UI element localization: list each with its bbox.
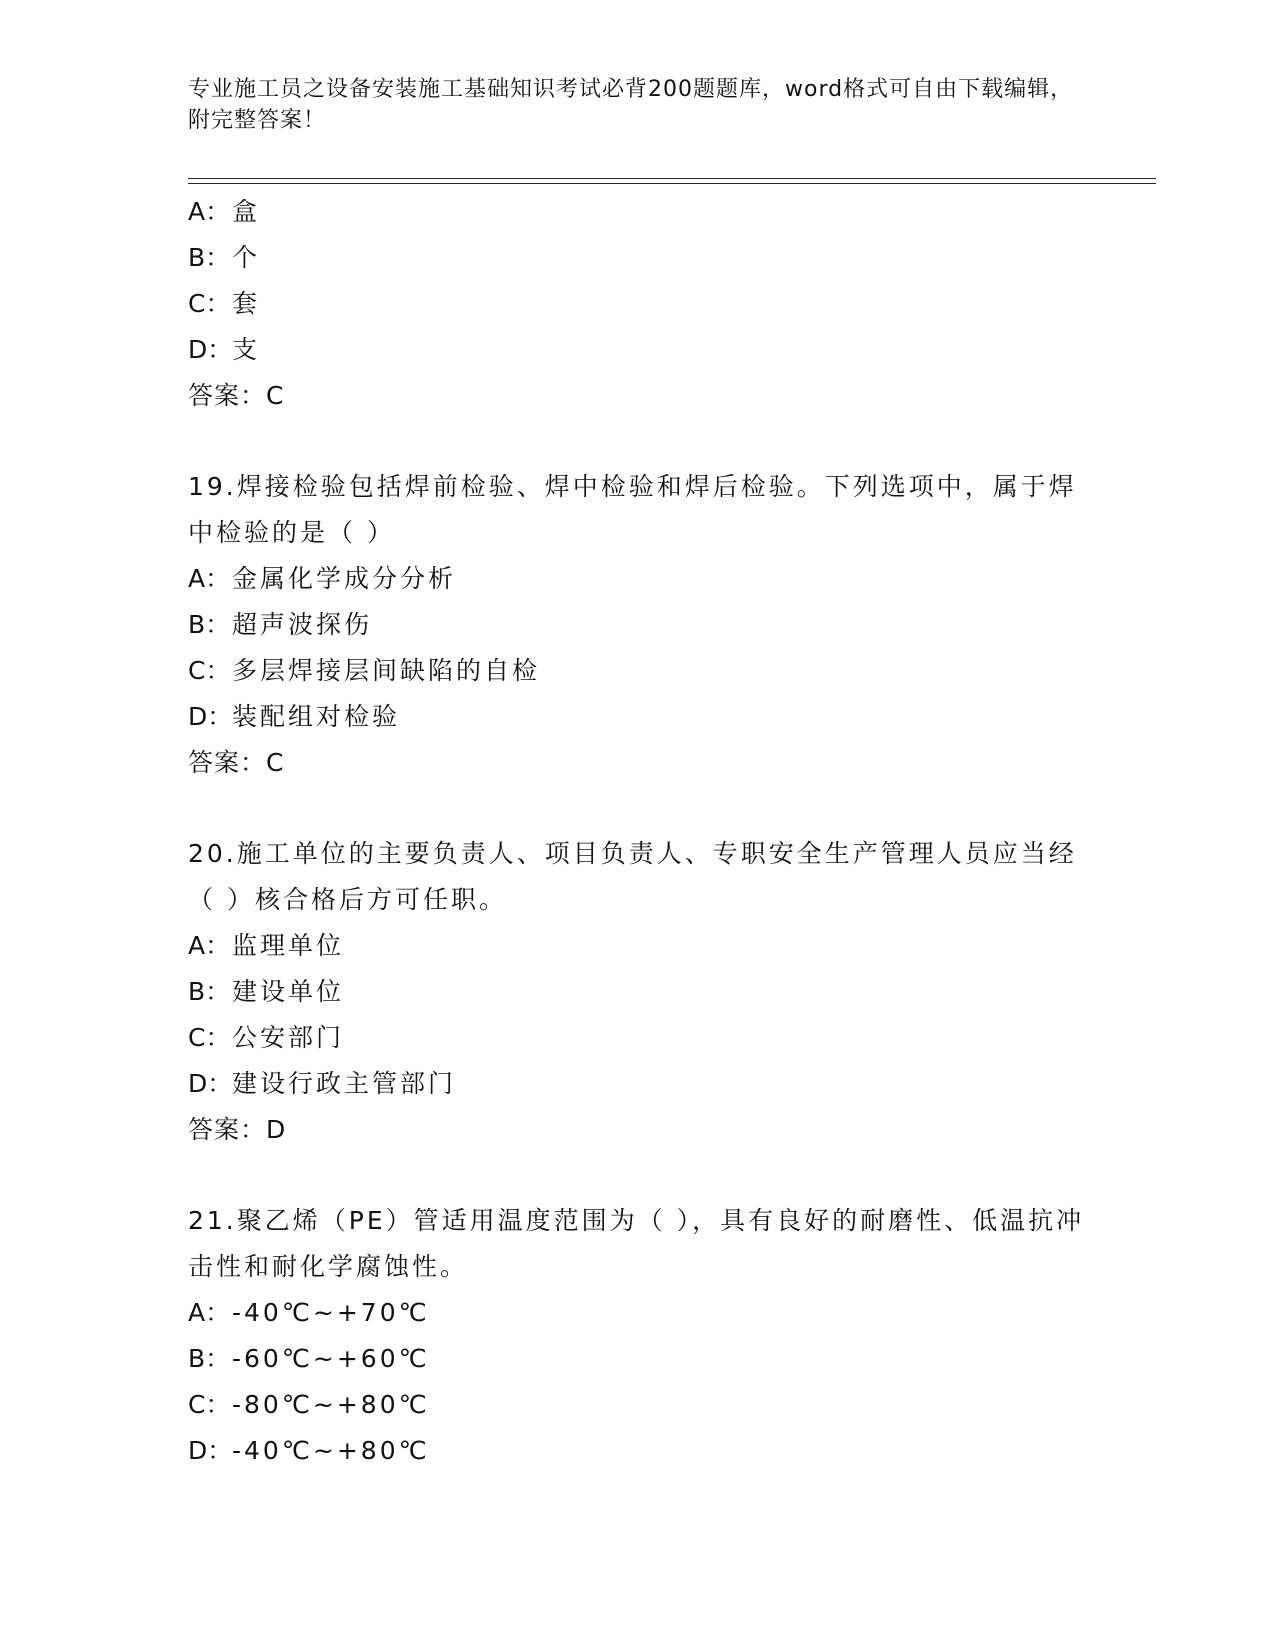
question-18: [188, 189, 1088, 419]
option-text: 套: [232, 289, 261, 318]
option-letter: D：: [188, 1069, 233, 1098]
option-letter: C：: [188, 289, 231, 318]
option-a: [188, 556, 1088, 602]
header-divider-bottom: [188, 183, 1156, 184]
option-letter: A：: [188, 1298, 231, 1327]
option-text: -80℃~+80℃: [232, 1390, 430, 1419]
option-letter: C：: [188, 1023, 231, 1052]
option-text: 装配组对检验: [232, 702, 401, 731]
option-letter: A：: [188, 197, 231, 226]
option-d: [188, 694, 1088, 740]
answer-line: 答案：D: [188, 1115, 287, 1144]
option-letter: B：: [188, 1344, 231, 1373]
option-text: 公安部门: [232, 1023, 345, 1052]
option-letter: D：: [188, 335, 233, 364]
option-d: [188, 1061, 1088, 1107]
document-header: 专业施工员之设备安装施工基础知识考试必背200题题库，word格式可自由下载编辑，附完整答案！: [188, 77, 1074, 133]
option-text: -40℃~+80℃: [232, 1436, 430, 1465]
option-a: [188, 1290, 1088, 1336]
option-letter: C：: [188, 1390, 231, 1419]
option-b: [188, 969, 1088, 1015]
option-text: 盒: [232, 197, 261, 226]
option-text: -60℃~+60℃: [232, 1344, 430, 1373]
option-b: [188, 602, 1088, 648]
option-text: 支: [232, 335, 261, 364]
answer-line: 答案：C: [188, 748, 285, 777]
option-letter: C：: [188, 656, 231, 685]
question-text: 20.施工单位的主要负责人、项目负责人、专职安全生产管理人员应当经（ ）核合格后方可任职。: [188, 839, 1077, 914]
question-text: 19.焊接检验包括焊前检验、焊中检验和焊后检验。下列选项中，属于焊中检验的是（ ）: [188, 472, 1077, 547]
option-text: 多层焊接层间缺陷的自检: [232, 656, 541, 685]
option-letter: A：: [188, 564, 231, 593]
question-19: [188, 464, 1088, 786]
question-text: 21.聚乙烯（PE）管适用温度范围为（ ），具有良好的耐磨性、低温抗冲击性和耐化学腐蚀性。: [188, 1206, 1085, 1281]
option-letter: B：: [188, 977, 231, 1006]
option-letter: D：: [188, 1436, 233, 1465]
option-a: [188, 189, 1088, 235]
option-text: 建设行政主管部门: [232, 1069, 457, 1098]
header-divider-top: [188, 178, 1156, 179]
option-d: [188, 327, 1088, 373]
option-text: 监理单位: [232, 931, 345, 960]
option-letter: A：: [188, 931, 231, 960]
question-list: [188, 189, 1088, 1474]
option-letter: B：: [188, 610, 231, 639]
question-20: [188, 831, 1088, 1153]
option-c: [188, 648, 1088, 694]
option-c: [188, 281, 1088, 327]
option-b: [188, 235, 1088, 281]
option-text: 建设单位: [232, 977, 345, 1006]
option-text: 金属化学成分分析: [232, 564, 457, 593]
option-c: [188, 1015, 1088, 1061]
question-21: [188, 1198, 1088, 1474]
option-text: 超声波探伤: [232, 610, 373, 639]
option-letter: B：: [188, 243, 231, 272]
option-a: [188, 923, 1088, 969]
option-d: [188, 1428, 1088, 1474]
option-text: 个: [232, 243, 261, 272]
option-letter: D：: [188, 702, 233, 731]
answer-line: 答案：C: [188, 381, 285, 410]
option-b: [188, 1336, 1088, 1382]
option-text: -40℃~+70℃: [232, 1298, 430, 1327]
option-c: [188, 1382, 1088, 1428]
